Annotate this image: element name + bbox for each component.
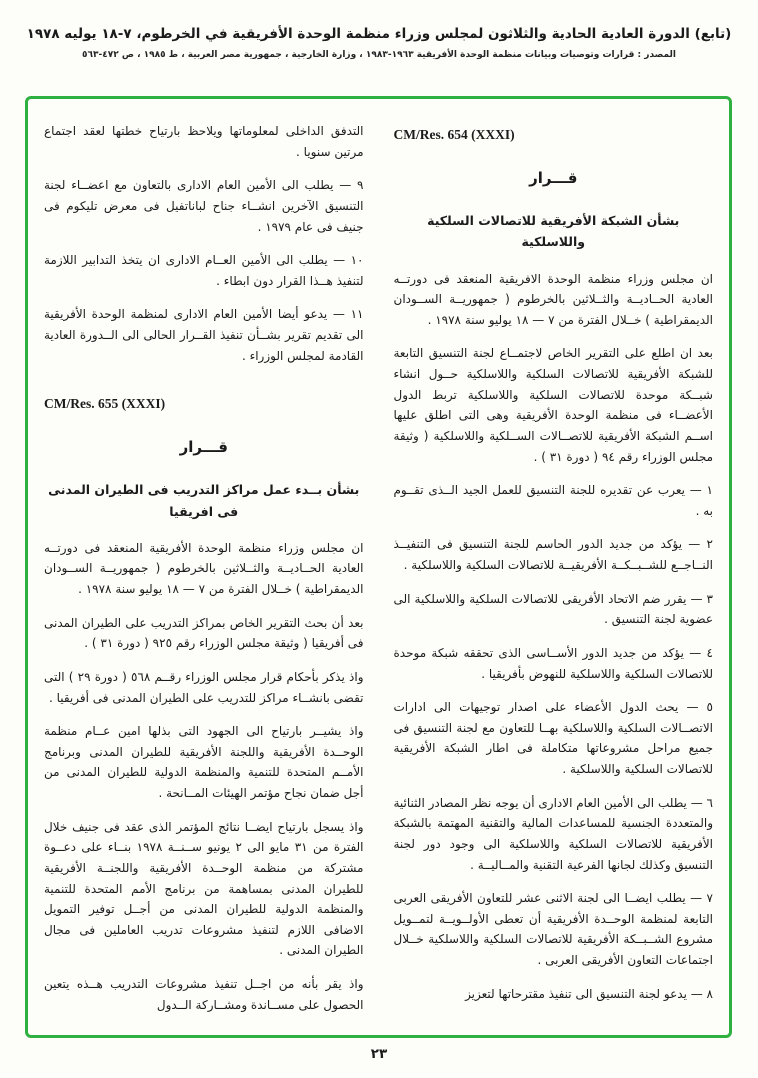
paragraph: ٦ — يطلب الى الأمين العام الادارى أن يوجه نظر المصادر الثنائية والمتعددة الجنسية للمساعدات المالية والتقنية المهتمة بالشبكة الأفريقية للاتصالات السلكية واللاسلكية الى وجود دور لجنة التنسيق وكذلك لجانها الفرعية التقنية والمــاليــة . (393, 795, 713, 872)
paragraph: التدفق الداخلى لمعلوماتها ويلاحظ بارتياح خطتها لعقد اجتماع مرتين سنويا . (44, 124, 364, 159)
paragraph: واذ يسجل بارتياح ايضــا نتائج المؤتمر الذى عقد فى جنيف خلال الفترة من ٣١ مايو الى ٢ يونيو ســنــة ١٩٧٨ بنــاء على دعــوة مشتركة من منظمة الوحــدة الأفريقية واللجنــة الأفريقية للطيران المدنى بمساهمة من برنامج الأمم المتحدة للتنمية والمنظمة الدولية للطيران المدنى من أجــل توفير التمويل الاضافى اللازم لتنفيذ مشروعات تدريب العاملين فى مجال الطيران المدنى . (44, 819, 364, 958)
resolution-654-heading: قـــرار (529, 169, 578, 188)
paragraph: ٤ — يؤكد من جديد الدور الأســاسى الذى تحققه شبكة موحدة للاتصالات السلكية واللاسلكية للنهوض بأفريقيا . (393, 645, 713, 681)
paragraph: بعد أن بحث التقرير الخاص بمراكز التدريب على الطيران المدنى فى أفريقيا ( وثيقة مجلس الوزراء رقم ٩٢٥ ( دورة ٣١ ) . (44, 615, 364, 651)
page-number: ٢٣ (370, 1046, 388, 1062)
paragraph: ٣ — يقرر ضم الاتحاد الأفريقى للاتصالات السلكية واللاسلكية الى عضوية لجنة التنسيق . (393, 591, 713, 627)
paragraph: ٧ — يطلب ايضــا الى لجنة الاثنى عشر للتعاون الأفريقى العربى التابعة لمنظمة الوحــدة الأفريقية أن تعطى الأولــويــة لتمــويل مشروع الشــبــكة الأفريقية للاتصالات السلكية واللاسلكية خــلال اجتماعات التعاون الأفريقى العربى . (393, 891, 713, 968)
paragraph: ٢ — يؤكد من جديد الدور الحاسم للجنة التنسيق فى التنفيــذ النــاجــع للشــبــكــة الأفريقيــة للاتصالات السلكية واللاسلكية . (393, 537, 713, 573)
resolution-655-heading: قـــرار (179, 438, 228, 457)
resolution-655-title: بشأن بــدء عمل مراكز التدريب فى الطيران المدنى فى افريقيا (48, 482, 360, 519)
paragraph: ١٠ — يطلب الى الأمين العــام الادارى ان يتخذ التدابير اللازمة لتنفيذ هــذا القرار دون ابطاء . (44, 253, 364, 288)
paragraph: ٥ — يحث الدول الأعضاء على اصدار توجيهات الى ادارات الاتصــالات السلكية واللاسلكية بهــا للتعاون مع لجنة التنسيق فى جميع مراحل مشروعاتها متكاملة فى اطار الشبكة الأفريقية للاتصالات السلكية واللاسلكية . (393, 700, 713, 777)
header-session-title: (تابع) الدورة العادية الحادية والثلاثون لمجلس وزراء منظمة الوحدة الأفريقية في الخرطوم، ٧-١٨ يوليه ١٩٧٨ (26, 26, 732, 42)
column-right (394, 121, 714, 1019)
document-frame (25, 96, 732, 1038)
paragraph: واذ يقر بأنه من اجــل تنفيذ مشروعات التدريب هــذه يتعين الحصول على مســاندة ومشــاركة الــدول (44, 977, 364, 1012)
resolution-655-id: CM/Res. 655 (XXXI) (44, 396, 166, 412)
two-column-layout (44, 121, 713, 1019)
header-source-note: المصدر : قرارات وتوصيات وبيانات منظمة الوحدة الأفريقية ١٩٦٣-١٩٨٣ ، وزارة الخارجية ، جمهورية مصر العربية ، ط ١٩٨٥ ، ص ٤٧٢-٥٦٣ (81, 50, 677, 60)
page-header (0, 26, 758, 60)
paragraph: واذ يشيــر بارتياح الى الجهود التى بذلها امين عــام منظمة الوحــدة الأفريقية واللجنة الأفريقية للطيران المدنى وبرنامج الأمــم المتحدة للتنمية والمنظمة الدولية للطيران المدنى من أجل ضمان نجاح مؤتمر الهيئات المــانحة . (44, 724, 364, 801)
resolution-654-title: بشأن الشبكة الأفريقية للاتصالات السلكية واللاسلكية (427, 213, 680, 250)
paragraph: واذ يذكر بأحكام قرار مجلس الوزراء رقــم ٥٦٨ ( دورة ٢٩ ) التى تقضى بانشــاء مراكز للتدريب على الطيران المدنى فى أفريقيا . (44, 669, 364, 705)
paragraph: ١ — يعرب عن تقديره للجنة التنسيق للعمل الجيد الــذى تقــوم به . (393, 483, 713, 518)
paragraph: بعد ان اطلع على التقرير الخاص لاجتمــاع لجنة التنسيق التابعة للشبكة الأفريقية للاتصالات السلكية واللاسلكية حــول انشاء شبــكة موحدة للاتصالات السلكية واللاسلكية تربط الدول الأعضــاء فى منظمة الوحدة الأفريقية وهى التى اطلق عليها اســم الشبكة الأفريقية للاتصــالات الســلكية واللاسلكية ( وثيقة مجلس الوزراء رقم ٩٤ ( دورة ٣١ ) . (393, 346, 713, 464)
paragraph: ٨ — يدعو لجنة التنسيق الى تنفيذ مقترحاتها لتعزيز (465, 986, 713, 1001)
paragraph: ان مجلس وزراء منظمة الوحدة الافريقية المنعقد فى دورتــه العادية الحــاديــة والثــلاثين بالخرطوم ( جمهوريــة الســودان الديمقراطية ) خــلال الفترة من ٧ — ١٨ يوليو سنة ١٩٧٨ . (393, 271, 713, 327)
resolution-654-id: CM/Res. 654 (XXXI) (393, 127, 515, 142)
paragraph: ان مجلس وزراء منظمة الوحدة الأفريقية المنعقد فى دورتــه العادية الحــاديــة والثــلاثين بالخرطوم ( جمهوريــة الســودان الديمقراطية ) خــلال الفترة من ٧ — ١٨ يوليو سنة ١٩٧٨ . (44, 540, 364, 597)
paragraph: ١١ — يدعو أيضا الأمين العام الادارى لمنظمة الوحدة الأفريقية الى تقديم تقرير بشــأن تنفيذ القــرار الحالى الى الــدورة العادية القادمة لمجلس الوزراء . (44, 307, 364, 363)
column-left (44, 121, 364, 1019)
paragraph: ٩ — يطلب الى الأمين العام الادارى بالتعاون مع اعضــاء لجنة التنسيق الآخرين انشــاء جناح لباناتفيل فى معرض تليكوم فى جنيف فى عام ١٩٧٩ . (44, 178, 364, 234)
